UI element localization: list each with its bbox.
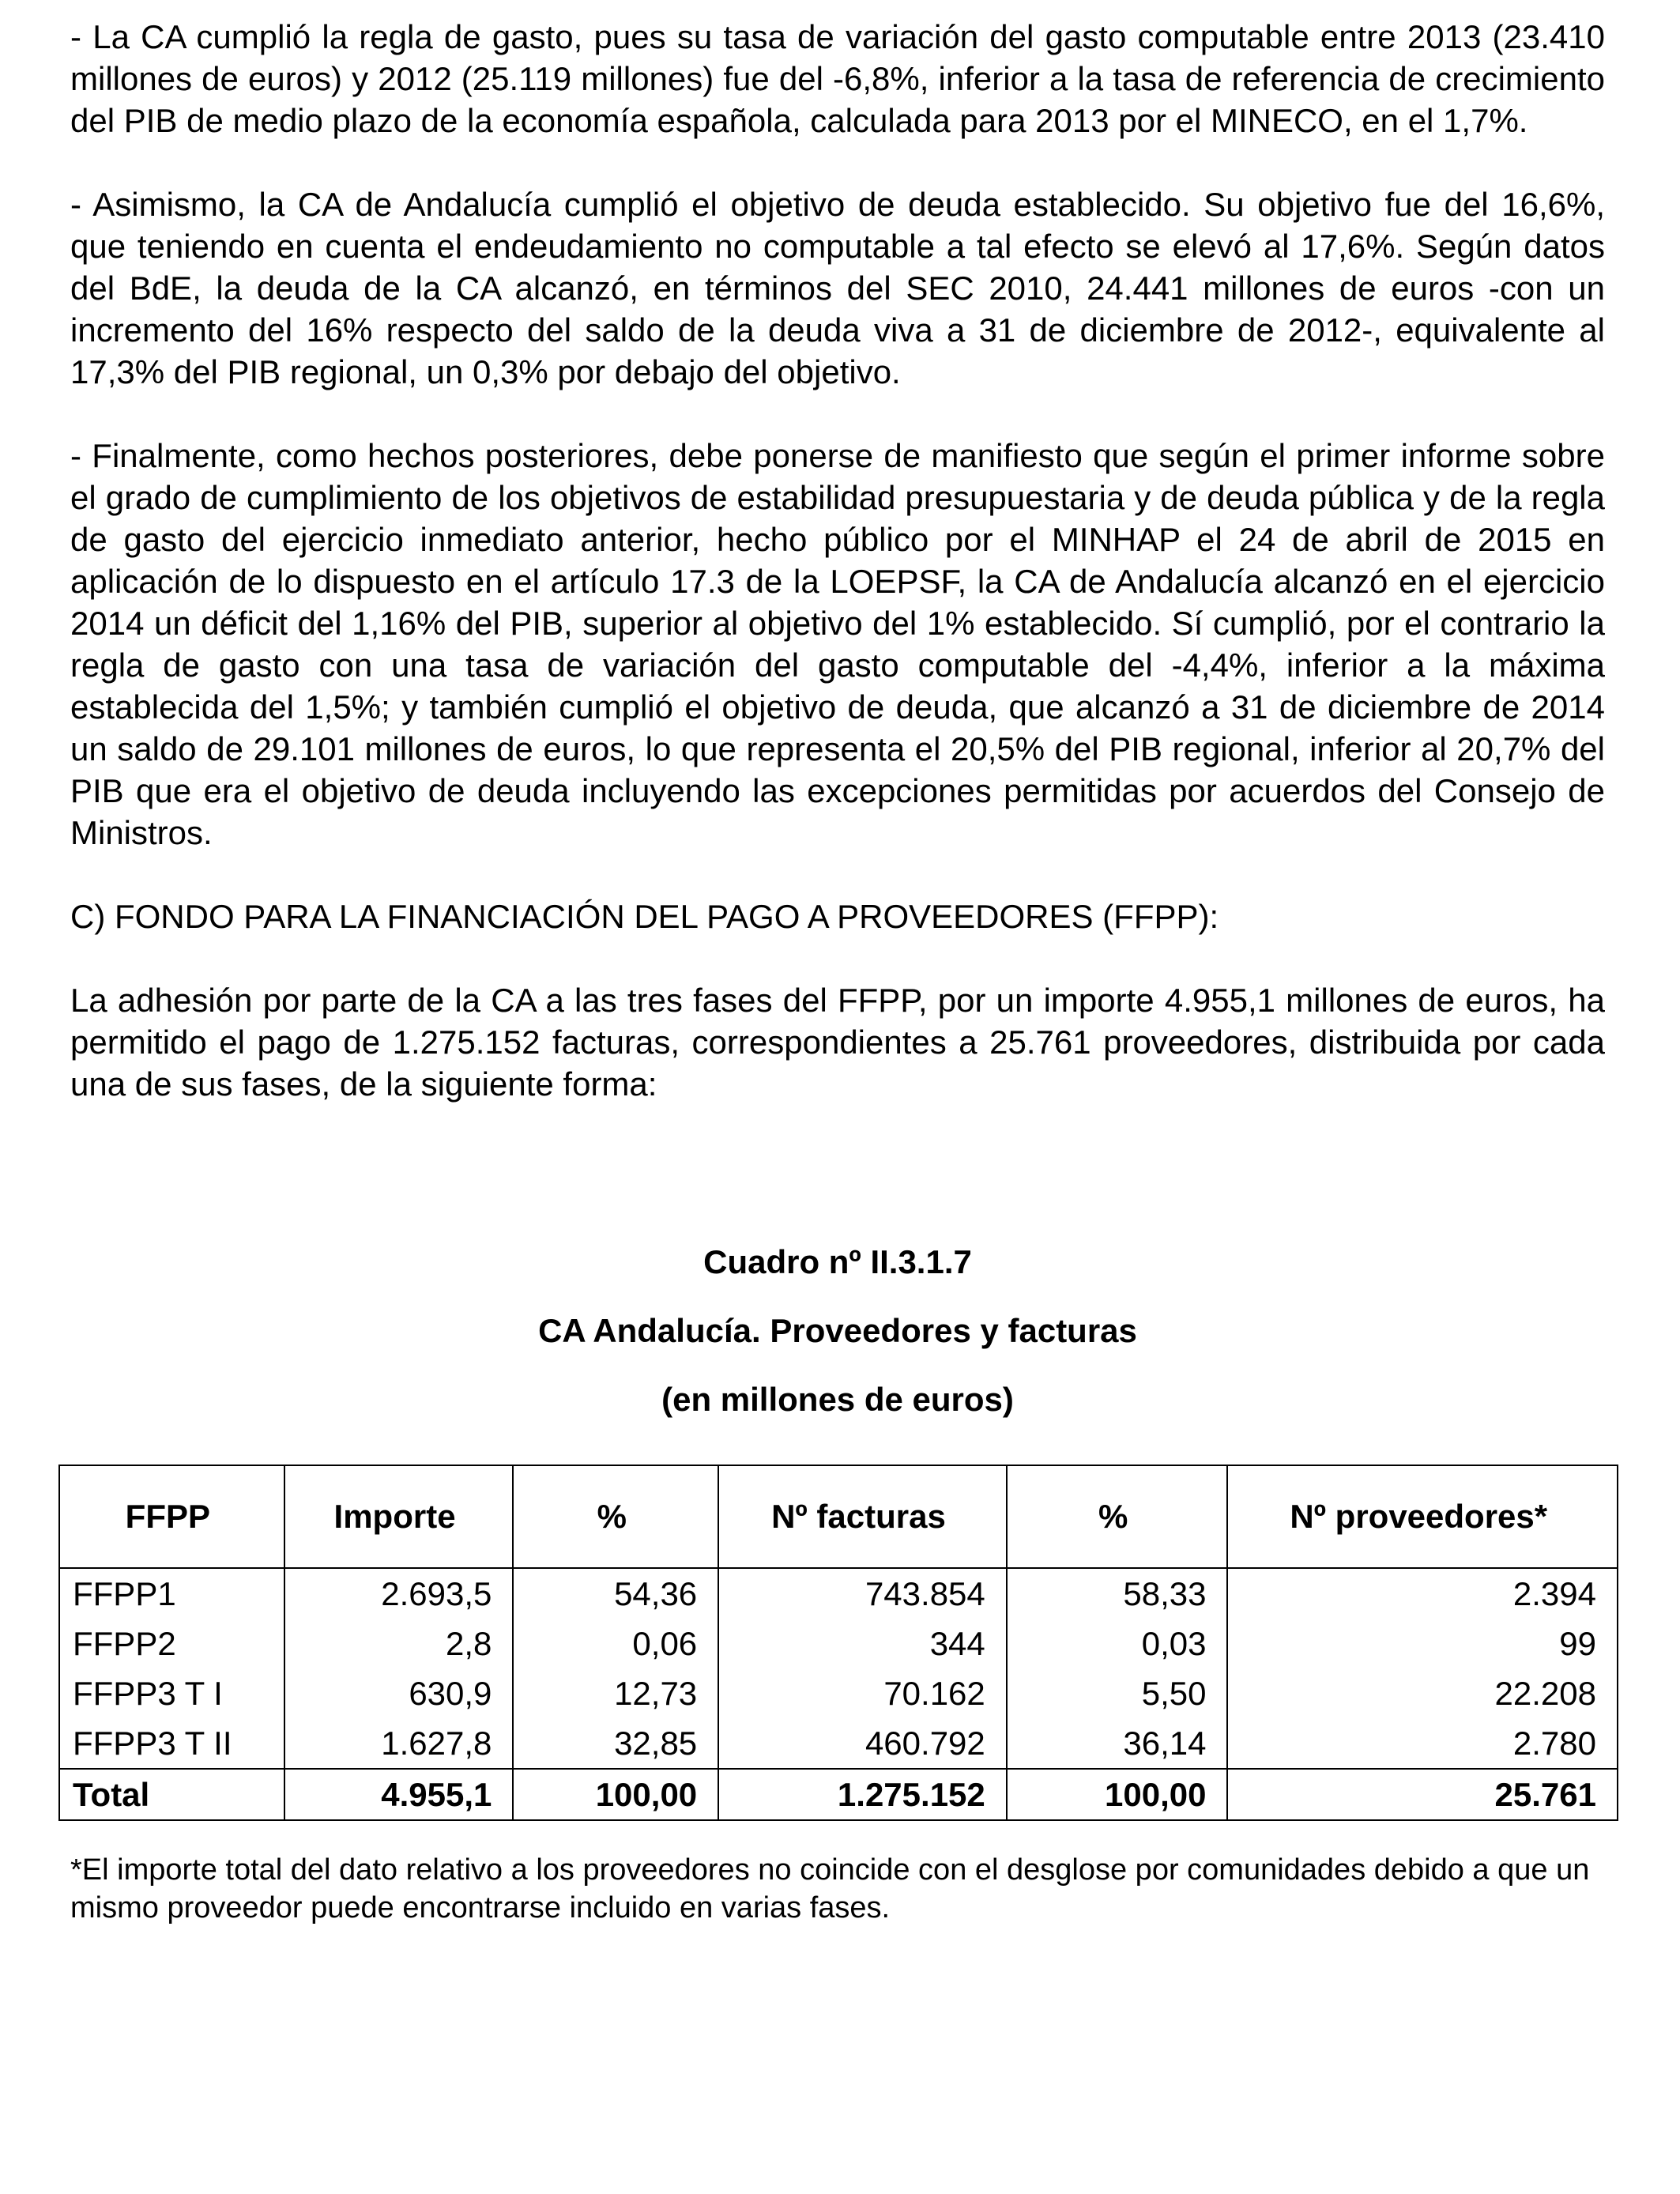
cell-ffpp: FFPP3 T II (59, 1718, 284, 1769)
table-number: Cuadro nº II.3.1.7 (703, 1243, 972, 1280)
cell-n-proveedores: 2.394 (1227, 1568, 1618, 1619)
header-pct-importe: % (513, 1465, 718, 1568)
total-pct-facturas: 100,00 (1007, 1769, 1228, 1820)
table-row (59, 1619, 1618, 1668)
table-title: CA Andalucía. Proveedores y facturas (538, 1312, 1137, 1349)
paragraph-intro-ffpp: La adhesión por parte de la CA a las tres fases del FFPP, por un importe 4.955,1 millones de euros, ha permitido el pago de 1.275.152 facturas, correspondientes a 25.761 proveedores, distribuida por cada una de sus fases, de la siguiente forma: (70, 982, 1605, 1103)
section-heading: C) FONDO PARA LA FINANCIACIÓN DEL PAGO A PROVEEDORES (FFPP): (70, 898, 1219, 935)
cell-n-facturas: 743.854 (718, 1568, 1007, 1619)
cell-ffpp: FFPP1 (59, 1568, 284, 1619)
table-header-row (59, 1465, 1618, 1568)
cell-importe: 2,8 (284, 1619, 514, 1668)
total-label: Total (59, 1769, 284, 1820)
cell-n-facturas: 344 (718, 1619, 1007, 1668)
cell-pct-importe: 54,36 (513, 1568, 718, 1619)
total-pct-importe: 100,00 (513, 1769, 718, 1820)
total-importe: 4.955,1 (284, 1769, 514, 1820)
table-footnote: *El importe total del dato relativo a los proveedores no coincide con el desglose por comunidades debido a que un mismo proveedor puede encontrarse incluido en varias fases. (70, 1853, 1590, 1924)
cell-pct-facturas: 0,03 (1007, 1619, 1228, 1668)
proveedores-facturas-table (58, 1465, 1618, 1821)
table-row (59, 1718, 1618, 1769)
paragraph-regla-gasto: - La CA cumplió la regla de gasto, pues su tasa de variación del gasto computable entre 2013 (23.410 millones de euros) y 2012 (25.119 millones) fue del -6,8%, inferior a la tasa de referencia de crecimiento del PIB de medio plazo de la economía española, calculada para 2013 por el MINECO, en el 1,7%. (70, 18, 1605, 139)
document-body (70, 16, 1605, 1105)
paragraph-objetivo-deuda: - Asimismo, la CA de Andalucía cumplió el objetivo de deuda establecido. Su objetivo fue del 16,6%, que teniendo en cuenta el endeudamiento no computable a tal efecto se elevó al 17,6%. Según datos del BdE, la deuda de la CA alcanzó, en términos del SEC 2010, 24.441 millones de euros -con un incremento del 16% respecto del saldo de la deuda viva a 31 de diciembre de 2012-, equivalente al 17,3% del PIB regional, un 0,3% por debajo del objetivo. (70, 186, 1605, 390)
cell-importe: 630,9 (284, 1668, 514, 1718)
header-pct-facturas: % (1007, 1465, 1228, 1568)
cell-pct-importe: 32,85 (513, 1718, 718, 1769)
cell-ffpp: FFPP3 T I (59, 1668, 284, 1718)
cell-importe: 2.693,5 (284, 1568, 514, 1619)
cell-ffpp: FFPP2 (59, 1619, 284, 1668)
cell-pct-facturas: 5,50 (1007, 1668, 1228, 1718)
cell-n-proveedores: 2.780 (1227, 1718, 1618, 1769)
cell-n-facturas: 70.162 (718, 1668, 1007, 1718)
table-row (59, 1668, 1618, 1718)
cell-n-proveedores: 22.208 (1227, 1668, 1618, 1718)
cell-n-facturas: 460.792 (718, 1718, 1007, 1769)
table-total-row (59, 1769, 1618, 1820)
cell-importe: 1.627,8 (284, 1718, 514, 1769)
paragraph-hechos-posteriores: - Finalmente, como hechos posteriores, debe ponerse de manifiesto que según el primer informe sobre el grado de cumplimiento de los objetivos de estabilidad presupuestaria y de deuda pública y de la regla de gasto del ejercicio inmediato anterior, hecho público por el MINHAP el 24 de abril de 2015 en aplicación de lo dispuesto en el artículo 17.3 de la LOEPSF, la CA de Andalucía alcanzó en el ejercicio 2014 un déficit del 1,16% del PIB, superior al objetivo del 1% establecido. Sí cumplió, por el contrario la regla de gasto con una tasa de variación del gasto computable del -4,4%, inferior a la máxima establecida del 1,5%; y también cumplió el objetivo de deuda, que alcanzó a 31 de diciembre de 2014 un saldo de 29.101 millones de euros, lo que representa el 20,5% del PIB regional, inferior al 20,7% del PIB que era el objetivo de deuda incluyendo las excepciones permitidas por acuerdos del Consejo de Ministros. (70, 437, 1605, 851)
header-importe: Importe (284, 1465, 514, 1568)
cell-pct-importe: 0,06 (513, 1619, 718, 1668)
header-n-facturas: Nº facturas (718, 1465, 1007, 1568)
cell-pct-facturas: 36,14 (1007, 1718, 1228, 1769)
total-n-facturas: 1.275.152 (718, 1769, 1007, 1820)
cell-pct-facturas: 58,33 (1007, 1568, 1228, 1619)
table-units: (en millones de euros) (661, 1381, 1014, 1418)
table-row (59, 1568, 1618, 1619)
cell-n-proveedores: 99 (1227, 1619, 1618, 1668)
cell-pct-importe: 12,73 (513, 1668, 718, 1718)
header-ffpp: FFPP (59, 1465, 284, 1568)
total-n-proveedores: 25.761 (1227, 1769, 1618, 1820)
header-n-proveedores: Nº proveedores* (1227, 1465, 1618, 1568)
